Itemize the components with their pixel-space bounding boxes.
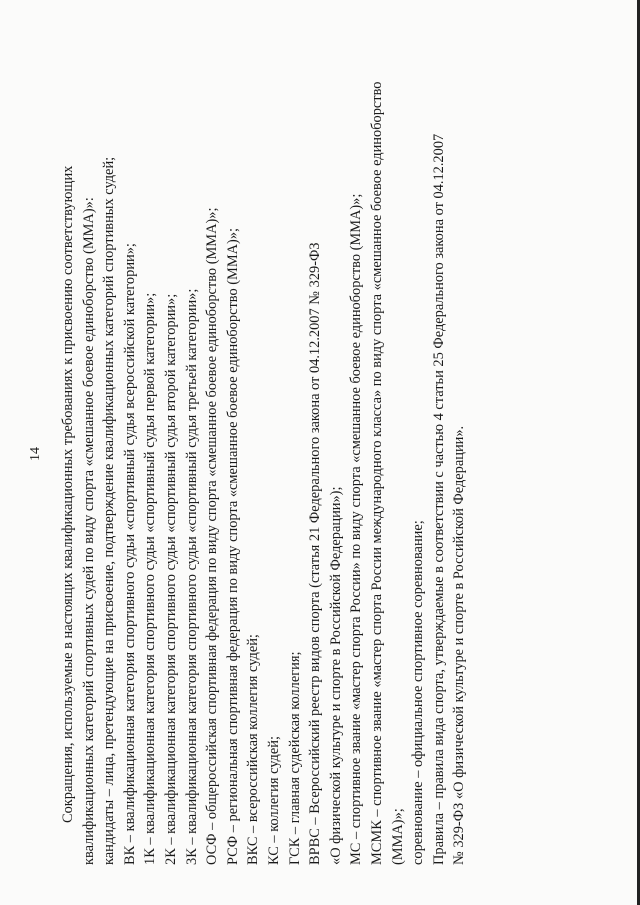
text-line: РСФ – региональная спортивная федерация по виду спорта «смешанное боевое единоборство (ММА)»; [224,227,241,865]
paragraph [346,22,367,865]
text-line: ОСФ – общероссийская спортивная федерация по виду спорта «смешанное боевое единоборство (ММА)»; [204,207,221,865]
paragraph [182,22,203,865]
paragraph [408,22,429,865]
text-line: № 329-ФЗ «О физической культуре и спорте в Российской Федерации». [451,425,468,865]
text-line: 2К – квалификационная категория спортивного судьи «спортивный судья второй категории»; [162,293,179,865]
text-line: квалификационных категорий спортивных судей по виду спорта «смешанное боевое единоборство (ММА)»: [80,197,97,865]
text-line: ВК – квалификационная категория спортивного судьи «спортивный судья всероссийской категории»; [121,243,138,865]
text-line: кандидаты – лица, претендующие на присвоение, подтверждение квалификационных категорий спортивных судей; [101,156,118,865]
paragraph [202,22,223,865]
text-line: 1К – квалификационная категория спортивного судьи «спортивный судья первой категории»; [142,292,159,865]
paragraph [285,22,306,865]
text-line: Правила – правила вида спорта, утверждаемые в соответствии с частью 4 статьи 25 Федерального закона от 04.12.2007 [430,133,447,865]
text-line: соревнование – официальное спортивное соревнование; [410,520,427,865]
paragraph [223,22,244,865]
paragraph [243,22,264,865]
paragraph [305,22,346,865]
text-line: ВКС – всероссийская коллегия судей; [245,634,262,865]
paragraph [99,22,120,865]
paragraph [264,22,285,865]
page-number: 14 [28,447,43,461]
paragraph [367,22,408,865]
text-line: «О физической культуре и спорте в Российской Федерации»); [327,486,344,865]
body-text [58,22,470,865]
text-line: ВРВС – Всероссийский реестр видов спорта (статья 21 Федерального закона от 04.12.2007 № 329-ФЗ [307,242,324,865]
paragraph [429,22,470,865]
paragraph [120,22,141,865]
text-line: ГСК – главная судейская коллегия; [286,651,303,865]
paragraph [58,22,99,865]
paragraph [140,22,161,865]
text-line: Сокращения, используемые в настоящих квалификационных требованиях к присвоению соответствующих [60,165,76,823]
paragraph [161,22,182,865]
text-line: МСМК – спортивное звание «мастер спорта России международного класса» по виду спорта «смешанное боевое единоборство [368,81,385,865]
text-line: 3К – квалификационная категория спортивного судьи «спортивный судья третьей категории»; [183,288,200,865]
text-line: КС – коллегия судей; [265,736,282,865]
text-line: МС – спортивное звание «мастер спорта России» по виду спорта «смешанное боевое единоборство (ММА)»; [348,193,365,865]
text-line: (ММА)»; [389,808,406,865]
